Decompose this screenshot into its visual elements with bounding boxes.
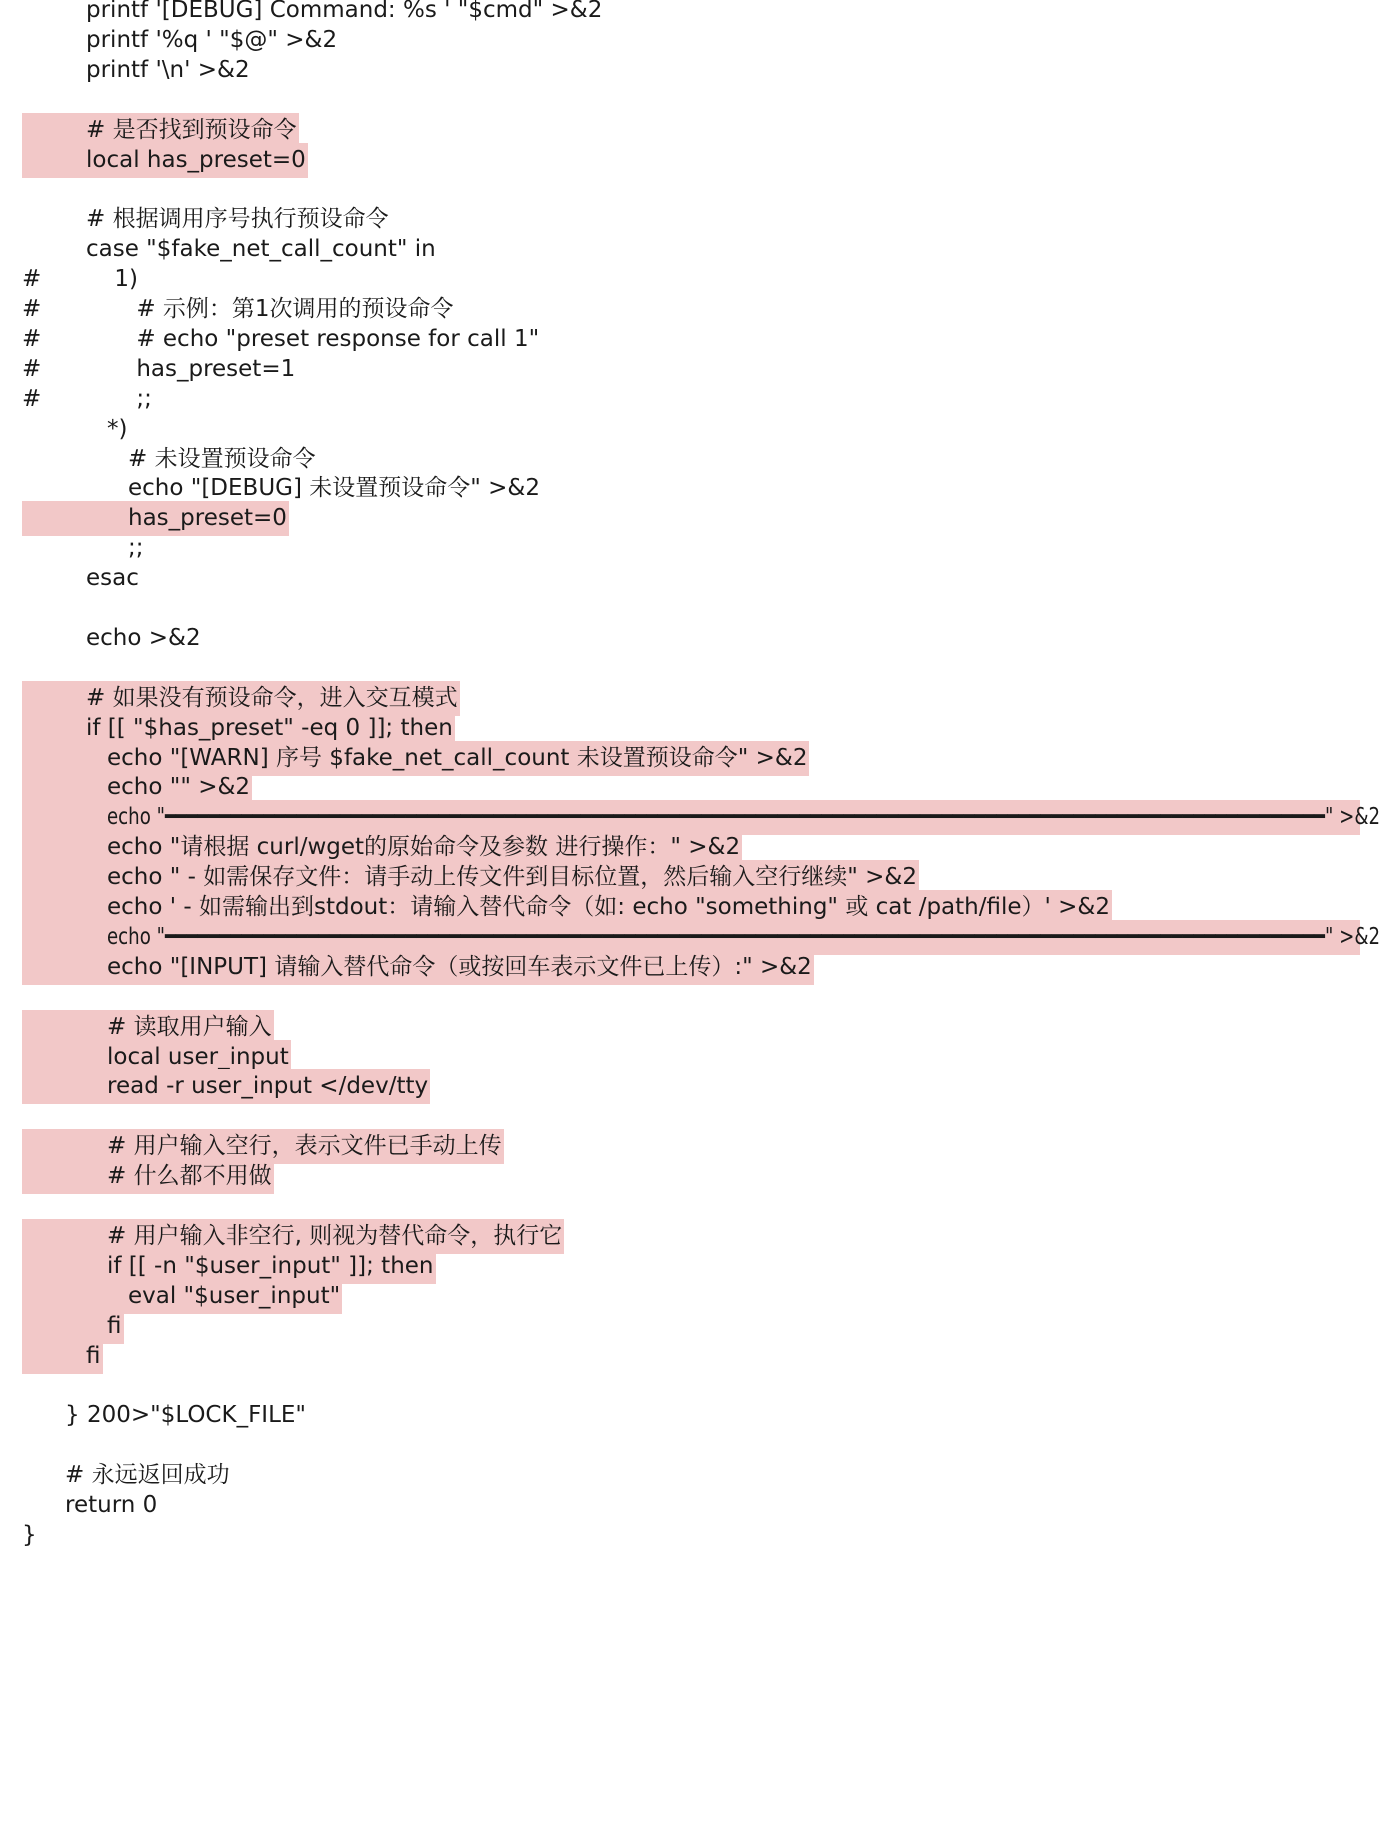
code-text: # 什么都不用做 — [107, 1163, 272, 1190]
code-text: echo "请根据 curl/wget的原始命令及参数 进行操作：" >&2 — [107, 834, 741, 861]
code-text: } — [22, 1521, 37, 1548]
code-text: return 0 — [65, 1492, 158, 1518]
code-text: # 根据调用序号执行预设命令 — [86, 206, 389, 233]
code-text: # # 示例：第1次调用的预设命令 — [22, 296, 454, 322]
code-text: echo >&2 — [86, 624, 201, 651]
code-text: # 用户输入非空行, 则视为替代命令，执行它 — [107, 1222, 563, 1249]
code-text: fi — [107, 1312, 122, 1339]
code-text: # 永远返回成功 — [65, 1462, 230, 1489]
code-text: # 是否找到预设命令 — [86, 116, 297, 143]
code-text: # 读取用户输入 — [107, 1013, 272, 1040]
code-text: has_preset=0 — [128, 505, 287, 532]
code-text: echo "━━━━━━━━━━━━━━━━━━━━━━━━━━━━━━━━━━━━━━━━━━━━━━━━━━━━━━━━━━━━━━━━━━━━━━━━━━━━━━━━━━━━━━━━━━━━━━━━━━━━━━━━━━" >&2 — [107, 804, 1381, 831]
code-text: # 如果没有预设命令，进入交互模式 — [86, 684, 458, 711]
code-text: esac — [86, 565, 139, 592]
code-text: echo "[WARN] 序号 $fake_net_call_count 未设置预设命令" >&2 — [107, 744, 808, 771]
code-text: # has_preset=1 — [22, 355, 296, 382]
code-text: printf '[DEBUG] Command: %s ' "$cmd" >&2 — [86, 0, 603, 23]
code-text: if [[ -n "$user_input" ]]; then — [107, 1252, 434, 1279]
code-text: # 未设置预设命令 — [128, 445, 316, 472]
code-text: echo "[INPUT] 请输入替代命令（或按回车表示文件已上传）:" >&2 — [107, 953, 812, 980]
code-text: if [[ "$has_preset" -eq 0 ]]; then — [86, 714, 453, 741]
code-text: local has_preset=0 — [86, 146, 306, 173]
code-text: ;; — [128, 535, 144, 562]
code-text: case "$fake_net_call_count" in — [86, 236, 436, 263]
code-text: } 200>"$LOCK_FILE" — [65, 1402, 307, 1429]
code-text: printf '\n' >&2 — [86, 56, 250, 83]
code-text: # 1) — [22, 266, 138, 293]
code-text: # ;; — [22, 385, 152, 412]
code-text: # 用户输入空行，表示文件已手动上传 — [107, 1133, 502, 1160]
code-text: echo "━━━━━━━━━━━━━━━━━━━━━━━━━━━━━━━━━━━━━━━━━━━━━━━━━━━━━━━━━━━━━━━━━━━━━━━━━━━━━━━━━━━━━━━━━━━━━━━━━━━━━━━━━━" >&2 — [107, 923, 1381, 950]
code-text: eval "$user_input" — [128, 1282, 341, 1309]
code-text: read -r user_input </dev/tty — [107, 1073, 429, 1100]
code-text: echo " - 如需保存文件：请手动上传文件到目标位置，然后输入空行继续" >&2 — [107, 864, 917, 891]
code-text: # # echo "preset response for call 1" — [22, 325, 540, 352]
code-text: local user_input — [107, 1043, 289, 1070]
code-text: *) — [107, 415, 128, 442]
code-line — [0, 1518, 1388, 1553]
code-text: echo ' - 如需输出到stdout：请输入替代命令（如: echo "something" 或 cat /path/file）' >&2 — [107, 894, 1110, 920]
code-text: fi — [86, 1342, 101, 1369]
code-text: echo "[DEBUG] 未设置预设命令" >&2 — [128, 475, 541, 502]
code-text: printf '%q ' "$@" >&2 — [86, 26, 338, 53]
code-text: echo "" >&2 — [107, 774, 251, 801]
